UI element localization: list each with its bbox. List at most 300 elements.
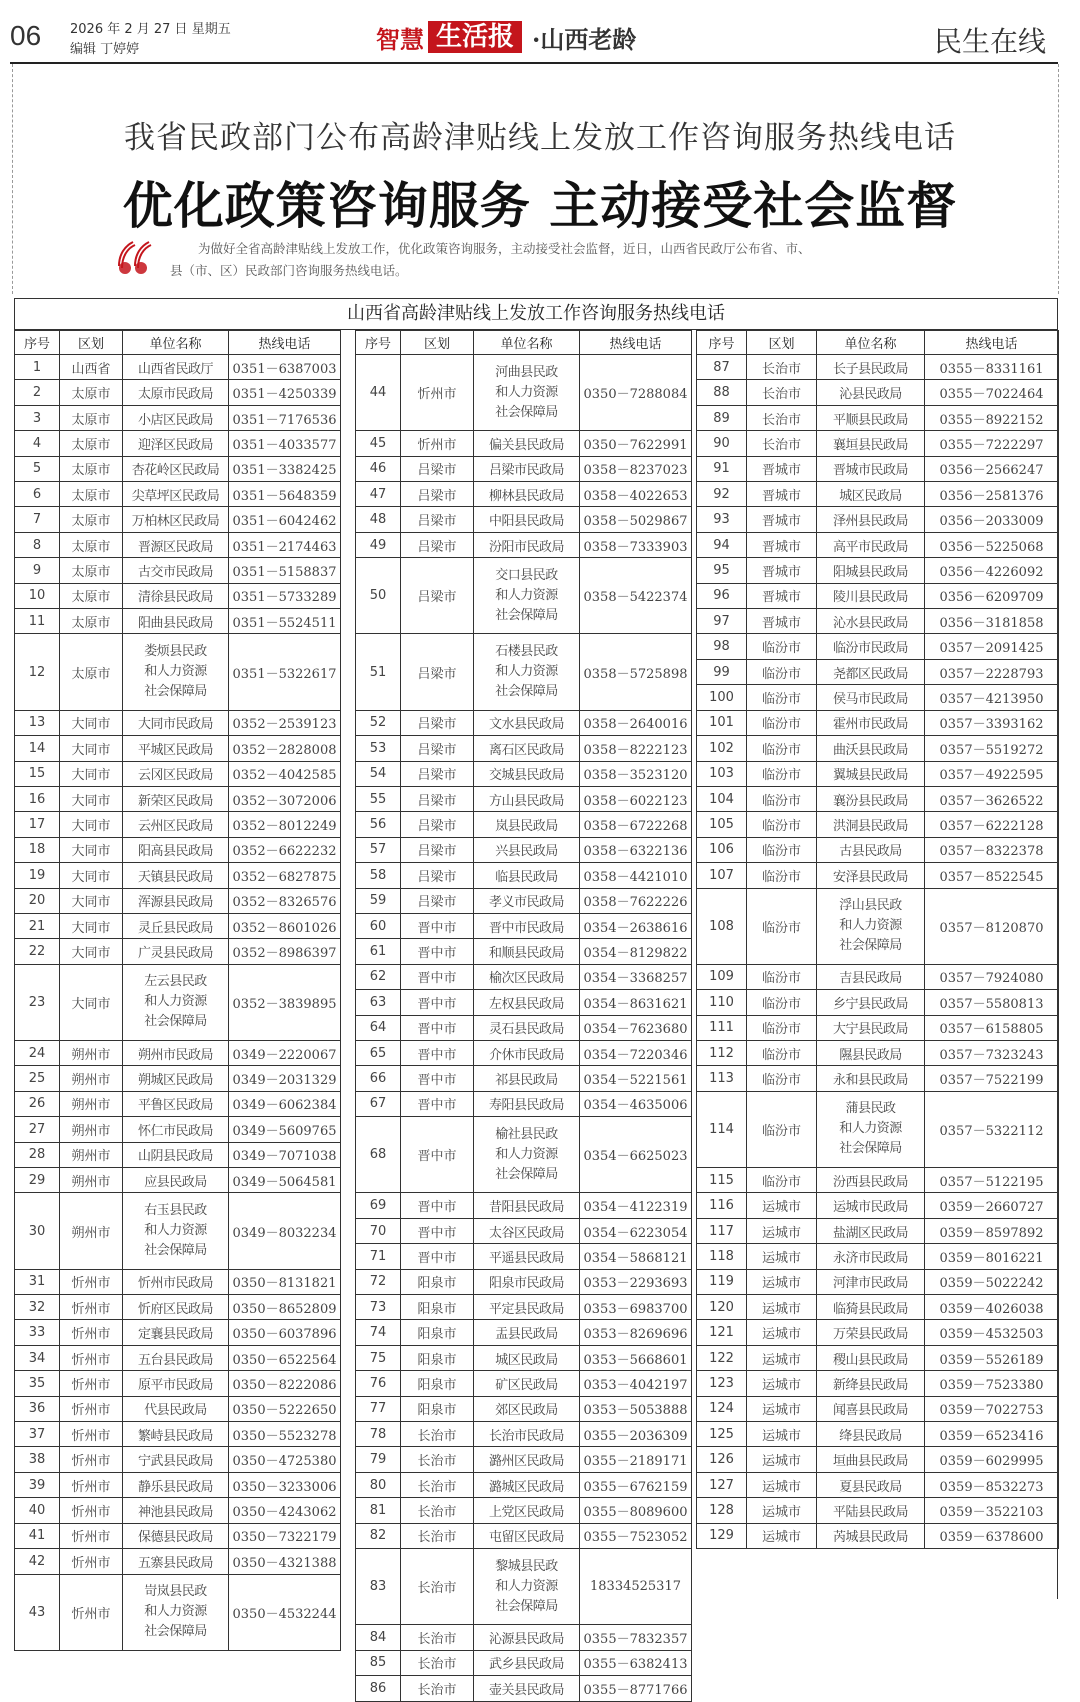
table-row: [356, 913, 692, 938]
row-unit-name: 清徐县民政局: [123, 583, 229, 608]
column-name: 民生在线: [933, 25, 1046, 58]
table-row: [697, 736, 1059, 761]
row-hotline: 0357－2091425: [925, 634, 1059, 659]
issue-date: 2026 年 2 月 27 日 星期五: [70, 22, 231, 37]
row-unit-name: 翼城县民政局: [817, 761, 925, 786]
row-unit-name: 浑源县民政局: [123, 888, 229, 913]
row-unit-name: 万柏林区民政局: [123, 507, 229, 532]
row-hotline: 0350－8652809: [229, 1295, 341, 1320]
row-region: 长治市: [401, 1422, 474, 1447]
table-row: [697, 1295, 1059, 1320]
table-row: [15, 1091, 341, 1116]
table-row: [697, 888, 1059, 964]
row-region: 晋城市: [747, 532, 817, 557]
table-row: [15, 1447, 341, 1472]
table-row: [697, 355, 1059, 380]
row-region: 晋城市: [747, 609, 817, 634]
row-hotline: 0349－2031329: [229, 1066, 341, 1091]
row-hotline: 0357－2228793: [925, 659, 1059, 684]
row-hotline: 0355－8331161: [925, 355, 1059, 380]
row-region: 忻州市: [60, 1574, 123, 1650]
row-hotline: 0358－7333903: [580, 532, 692, 557]
row-hotline: 0358－8222123: [580, 736, 692, 761]
row-unit-name: 盐湖区民政局: [817, 1218, 925, 1243]
row-region: 太原市: [60, 507, 123, 532]
table-row: [356, 1269, 692, 1294]
row-number: 87: [697, 355, 747, 380]
row-region: 运城市: [747, 1396, 817, 1421]
row-unit-name: 保德县民政局: [123, 1523, 229, 1548]
row-hotline: 0358－3523120: [580, 761, 692, 786]
row-unit-name: 古交市民政局: [123, 558, 229, 583]
row-unit-name: 离石区民政局: [474, 736, 580, 761]
row-hotline: 0359－4532503: [925, 1320, 1059, 1345]
table-row: [697, 482, 1059, 507]
row-region: 太原市: [60, 634, 123, 710]
row-unit-name: 晋城市民政局: [817, 456, 925, 481]
table-row: [356, 456, 692, 481]
row-region: 大同市: [60, 888, 123, 913]
row-unit-name: 河曲县民政 和人力资源 社会保障局: [474, 355, 580, 431]
row-unit-name: 临县民政局: [474, 863, 580, 888]
column-header: 区划: [60, 331, 123, 355]
row-number: 30: [15, 1193, 60, 1269]
row-unit-name: 岢岚县民政 和人力资源 社会保障局: [123, 1574, 229, 1650]
row-unit-name: 临猗县民政局: [817, 1295, 925, 1320]
row-unit-name: 城区民政局: [817, 482, 925, 507]
row-hotline: 0354－6625023: [580, 1117, 692, 1193]
row-number: 112: [697, 1040, 747, 1065]
row-unit-name: 尧都区民政局: [817, 659, 925, 684]
table-row: [697, 964, 1059, 989]
row-hotline: 0355－8771766: [580, 1676, 692, 1701]
row-unit-name: 平鲁区民政局: [123, 1091, 229, 1116]
row-region: 运城市: [747, 1193, 817, 1218]
row-hotline: 0359－8597892: [925, 1218, 1059, 1243]
row-hotline: 0356－2581376: [925, 482, 1059, 507]
row-region: 朔州市: [60, 1168, 123, 1193]
row-region: 忻州市: [60, 1345, 123, 1370]
row-number: 126: [697, 1447, 747, 1472]
row-unit-name: 永和县民政局: [817, 1066, 925, 1091]
row-region: 忻州市: [60, 1295, 123, 1320]
row-number: 14: [15, 736, 60, 761]
row-region: 临汾市: [747, 1066, 817, 1091]
row-hotline: 0351－5648359: [229, 482, 341, 507]
row-region: 长治市: [401, 1676, 474, 1701]
row-number: 18: [15, 837, 60, 862]
row-unit-name: 屯留区民政局: [474, 1523, 580, 1548]
row-hotline: 0350－4321388: [229, 1549, 341, 1574]
row-unit-name: 长治市民政局: [474, 1422, 580, 1447]
row-number: 58: [356, 863, 401, 888]
table-row: [356, 532, 692, 557]
row-region: 临汾市: [747, 812, 817, 837]
row-number: 95: [697, 558, 747, 583]
row-unit-name: 杏花岭区民政局: [123, 456, 229, 481]
row-unit-name: 左权县民政局: [474, 990, 580, 1015]
row-region: 长治市: [747, 405, 817, 430]
row-number: 37: [15, 1422, 60, 1447]
row-unit-name: 侯马市民政局: [817, 685, 925, 710]
row-region: 忻州市: [60, 1549, 123, 1574]
row-region: 忻州市: [60, 1498, 123, 1523]
row-region: 晋中市: [401, 939, 474, 964]
row-unit-name: 绛县民政局: [817, 1422, 925, 1447]
row-hotline: 0359－2660727: [925, 1193, 1059, 1218]
row-number: 116: [697, 1193, 747, 1218]
row-region: 临汾市: [747, 1091, 817, 1167]
row-region: 晋城市: [747, 583, 817, 608]
row-unit-name: 太谷区民政局: [474, 1218, 580, 1243]
row-unit-name: 汾阳市民政局: [474, 532, 580, 557]
table-header-row: [697, 331, 1059, 355]
row-hotline: 0355－6762159: [580, 1472, 692, 1497]
row-region: 运城市: [747, 1422, 817, 1447]
row-unit-name: 霍州市民政局: [817, 710, 925, 735]
row-number: 123: [697, 1371, 747, 1396]
row-number: 52: [356, 710, 401, 735]
page-number: 06: [10, 20, 42, 51]
row-unit-name: 阳泉市民政局: [474, 1269, 580, 1294]
row-number: 7: [15, 507, 60, 532]
row-region: 运城市: [747, 1472, 817, 1497]
table-row: [15, 786, 341, 811]
row-hotline: 0358－6722268: [580, 812, 692, 837]
table-row: [697, 380, 1059, 405]
table-row: [697, 431, 1059, 456]
table-row: [697, 1447, 1059, 1472]
row-hotline: 0352－6622232: [229, 837, 341, 862]
row-unit-name: 娄烦县民政 和人力资源 社会保障局: [123, 634, 229, 710]
row-unit-name: 盂县民政局: [474, 1320, 580, 1345]
row-number: 19: [15, 863, 60, 888]
row-hotline: 0350－7622991: [580, 431, 692, 456]
table-row: [15, 1549, 341, 1574]
row-unit-name: 阳城县民政局: [817, 558, 925, 583]
row-number: 93: [697, 507, 747, 532]
row-hotline: 0351－5733289: [229, 583, 341, 608]
row-region: 运城市: [747, 1320, 817, 1345]
row-hotline: 0357－7522199: [925, 1066, 1059, 1091]
table-row: [697, 1040, 1059, 1065]
row-unit-name: 灵石县民政局: [474, 1015, 580, 1040]
row-region: 晋中市: [401, 1066, 474, 1091]
row-region: 临汾市: [747, 1168, 817, 1193]
row-region: 忻州市: [60, 1371, 123, 1396]
row-number: 40: [15, 1498, 60, 1523]
row-number: 94: [697, 532, 747, 557]
row-unit-name: 新绛县民政局: [817, 1371, 925, 1396]
row-number: 9: [15, 558, 60, 583]
row-region: 忻州市: [60, 1396, 123, 1421]
table-row: [15, 355, 341, 380]
row-hotline: 0356－2033009: [925, 507, 1059, 532]
row-unit-name: 大同市民政局: [123, 710, 229, 735]
row-region: 长治市: [747, 380, 817, 405]
row-unit-name: 大宁县民政局: [817, 1015, 925, 1040]
row-region: 忻州市: [60, 1472, 123, 1497]
row-unit-name: 夏县民政局: [817, 1472, 925, 1497]
table-row: [356, 736, 692, 761]
row-hotline: 0358－7622226: [580, 888, 692, 913]
row-region: 大同市: [60, 812, 123, 837]
row-region: 长治市: [401, 1523, 474, 1548]
row-unit-name: 泽州县民政局: [817, 507, 925, 532]
row-unit-name: 五寨县民政局: [123, 1549, 229, 1574]
row-unit-name: 曲沃县民政局: [817, 736, 925, 761]
row-hotline: 0351－6042462: [229, 507, 341, 532]
table-row: [697, 1218, 1059, 1243]
row-region: 大同市: [60, 736, 123, 761]
row-unit-name: 汾西县民政局: [817, 1168, 925, 1193]
table-row: [356, 964, 692, 989]
row-number: 97: [697, 609, 747, 634]
row-hotline: 0358－8237023: [580, 456, 692, 481]
table-row: [697, 1091, 1059, 1167]
table-row: [356, 482, 692, 507]
row-region: 太原市: [60, 583, 123, 608]
table-row: [15, 1320, 341, 1345]
row-region: 长治市: [401, 1549, 474, 1625]
table-row: [15, 736, 341, 761]
row-hotline: 0354－5221561: [580, 1066, 692, 1091]
row-hotline: 0358－5029867: [580, 507, 692, 532]
row-number: 108: [697, 888, 747, 964]
table-row: [15, 558, 341, 583]
row-unit-name: 潞州区民政局: [474, 1447, 580, 1472]
row-region: 临汾市: [747, 1040, 817, 1065]
row-hotline: 0358－5725898: [580, 634, 692, 710]
row-unit-name: 方山县民政局: [474, 786, 580, 811]
row-hotline: 0357－8120870: [925, 888, 1059, 964]
row-hotline: 0352－8012249: [229, 812, 341, 837]
row-region: 大同市: [60, 863, 123, 888]
row-number: 17: [15, 812, 60, 837]
row-number: 119: [697, 1269, 747, 1294]
row-number: 107: [697, 863, 747, 888]
row-hotline: 0357－3393162: [925, 710, 1059, 735]
row-region: 吕梁市: [401, 863, 474, 888]
row-number: 49: [356, 532, 401, 557]
table-row: [356, 1091, 692, 1116]
row-number: 31: [15, 1269, 60, 1294]
table-row: [356, 1117, 692, 1193]
table-row: [356, 634, 692, 710]
row-region: 太原市: [60, 482, 123, 507]
row-number: 104: [697, 786, 747, 811]
row-hotline: 0349－5064581: [229, 1168, 341, 1193]
article-lead: [170, 238, 970, 282]
table-row: [356, 939, 692, 964]
row-region: 太原市: [60, 405, 123, 430]
article-subtitle: 我省民政部门公布高龄津贴线上发放工作咨询服务热线电话: [124, 120, 956, 156]
column-header: 单位名称: [817, 331, 925, 355]
row-hotline: 0351－2174463: [229, 532, 341, 557]
row-number: 39: [15, 1472, 60, 1497]
column-header: 单位名称: [123, 331, 229, 355]
row-unit-name: 晋中市民政局: [474, 913, 580, 938]
row-hotline: 0351－5322617: [229, 634, 341, 710]
row-unit-name: 石楼县民政 和人力资源 社会保障局: [474, 634, 580, 710]
row-hotline: 0350－5222650: [229, 1396, 341, 1421]
row-hotline: 0350－7288084: [580, 355, 692, 431]
table-row: [15, 812, 341, 837]
table-row: [697, 456, 1059, 481]
row-region: 晋城市: [747, 507, 817, 532]
row-region: 长治市: [401, 1650, 474, 1675]
row-hotline: 0357－8522545: [925, 863, 1059, 888]
table-row: [15, 380, 341, 405]
row-hotline: 0355－8089600: [580, 1498, 692, 1523]
row-unit-name: 长子县民政局: [817, 355, 925, 380]
table-row: [15, 405, 341, 430]
row-region: 晋中市: [401, 1193, 474, 1218]
row-region: 大同市: [60, 964, 123, 1040]
table-row: [356, 1523, 692, 1548]
table-row: [356, 507, 692, 532]
row-region: 太原市: [60, 380, 123, 405]
row-unit-name: 万荣县民政局: [817, 1320, 925, 1345]
row-number: 103: [697, 761, 747, 786]
column-header: 区划: [401, 331, 474, 355]
row-hotline: 0350－4243062: [229, 1498, 341, 1523]
row-number: 50: [356, 558, 401, 634]
row-unit-name: 五台县民政局: [123, 1345, 229, 1370]
row-hotline: 0354－4635006: [580, 1091, 692, 1116]
row-unit-name: 文水县民政局: [474, 710, 580, 735]
table-row: [15, 1295, 341, 1320]
row-number: 28: [15, 1142, 60, 1167]
row-hotline: 0357－5580813: [925, 990, 1059, 1015]
row-number: 121: [697, 1320, 747, 1345]
row-unit-name: 壶关县民政局: [474, 1676, 580, 1701]
row-number: 73: [356, 1295, 401, 1320]
table-row: [356, 786, 692, 811]
row-number: 48: [356, 507, 401, 532]
row-hotline: 0353－6983700: [580, 1295, 692, 1320]
table-row: [356, 431, 692, 456]
row-hotline: 0350－4725380: [229, 1447, 341, 1472]
table-header-row: [356, 331, 692, 355]
row-number: 38: [15, 1447, 60, 1472]
table-row: [697, 634, 1059, 659]
row-region: 晋中市: [401, 1091, 474, 1116]
table-row: [15, 532, 341, 557]
row-unit-name: 运城市民政局: [817, 1193, 925, 1218]
column-header: 区划: [747, 331, 817, 355]
row-unit-name: 古县民政局: [817, 837, 925, 862]
row-hotline: 0358－6022123: [580, 786, 692, 811]
row-number: 128: [697, 1498, 747, 1523]
row-unit-name: 晋源区民政局: [123, 532, 229, 557]
row-number: 77: [356, 1396, 401, 1421]
row-hotline: 0354－6223054: [580, 1218, 692, 1243]
row-region: 运城市: [747, 1523, 817, 1548]
row-unit-name: 太原市民政局: [123, 380, 229, 405]
row-region: 朔州市: [60, 1142, 123, 1167]
row-hotline: 0358－4022653: [580, 482, 692, 507]
row-hotline: 0359－4026038: [925, 1295, 1059, 1320]
table-row: [356, 1498, 692, 1523]
row-unit-name: 洪洞县民政局: [817, 812, 925, 837]
row-number: 113: [697, 1066, 747, 1091]
row-number: 34: [15, 1345, 60, 1370]
row-hotline: 0353－5668601: [580, 1345, 692, 1370]
row-region: 吕梁市: [401, 456, 474, 481]
row-unit-name: 稷山县民政局: [817, 1345, 925, 1370]
row-hotline: 0352－8986397: [229, 939, 341, 964]
row-unit-name: 交口县民政 和人力资源 社会保障局: [474, 558, 580, 634]
table-row: [356, 837, 692, 862]
row-unit-name: 怀仁市民政局: [123, 1117, 229, 1142]
table-row: [15, 1066, 341, 1091]
row-number: 76: [356, 1371, 401, 1396]
row-hotline: 0352－6827875: [229, 863, 341, 888]
row-unit-name: 隰县民政局: [817, 1040, 925, 1065]
row-hotline: 0354－4122319: [580, 1193, 692, 1218]
row-number: 65: [356, 1040, 401, 1065]
row-region: 吕梁市: [401, 786, 474, 811]
table-row: [15, 1396, 341, 1421]
table-row: [697, 761, 1059, 786]
row-hotline: 0354－7623680: [580, 1015, 692, 1040]
row-region: 运城市: [747, 1345, 817, 1370]
row-unit-name: 城区民政局: [474, 1345, 580, 1370]
row-hotline: 0358－2640016: [580, 710, 692, 735]
table-row: [356, 1650, 692, 1675]
row-number: 70: [356, 1218, 401, 1243]
row-unit-name: 柳林县民政局: [474, 482, 580, 507]
row-unit-name: 垣曲县民政局: [817, 1447, 925, 1472]
row-region: 吕梁市: [401, 888, 474, 913]
row-region: 长治市: [747, 431, 817, 456]
row-number: 36: [15, 1396, 60, 1421]
row-region: 忻州市: [60, 1523, 123, 1548]
row-hotline: 0351－4033577: [229, 431, 341, 456]
row-number: 72: [356, 1269, 401, 1294]
logo-sub: ·山西老龄: [532, 24, 637, 54]
row-hotline: 0354－3368257: [580, 964, 692, 989]
table-row: [356, 888, 692, 913]
row-hotline: 0357－5322112: [925, 1091, 1059, 1167]
row-unit-name: 浮山县民政 和人力资源 社会保障局: [817, 888, 925, 964]
row-hotline: 0350－6522564: [229, 1345, 341, 1370]
row-region: 阳泉市: [401, 1295, 474, 1320]
row-unit-name: 蒲县民政 和人力资源 社会保障局: [817, 1091, 925, 1167]
row-number: 114: [697, 1091, 747, 1167]
table-row: [15, 1040, 341, 1065]
row-number: 22: [15, 939, 60, 964]
row-hotline: 0359－7523380: [925, 1371, 1059, 1396]
table-row: [697, 558, 1059, 583]
row-unit-name: 和顺县民政局: [474, 939, 580, 964]
table-row: [697, 405, 1059, 430]
row-number: 41: [15, 1523, 60, 1548]
row-region: 临汾市: [747, 1015, 817, 1040]
row-unit-name: 陵川县民政局: [817, 583, 925, 608]
row-region: 吕梁市: [401, 837, 474, 862]
table-row: [15, 1574, 341, 1650]
row-unit-name: 应县民政局: [123, 1168, 229, 1193]
row-hotline: 0357－6222128: [925, 812, 1059, 837]
row-region: 忻州市: [60, 1320, 123, 1345]
row-unit-name: 介休市民政局: [474, 1040, 580, 1065]
row-hotline: 0355－7523052: [580, 1523, 692, 1548]
row-number: 71: [356, 1244, 401, 1269]
row-region: 临汾市: [747, 736, 817, 761]
table-row: [356, 1015, 692, 1040]
